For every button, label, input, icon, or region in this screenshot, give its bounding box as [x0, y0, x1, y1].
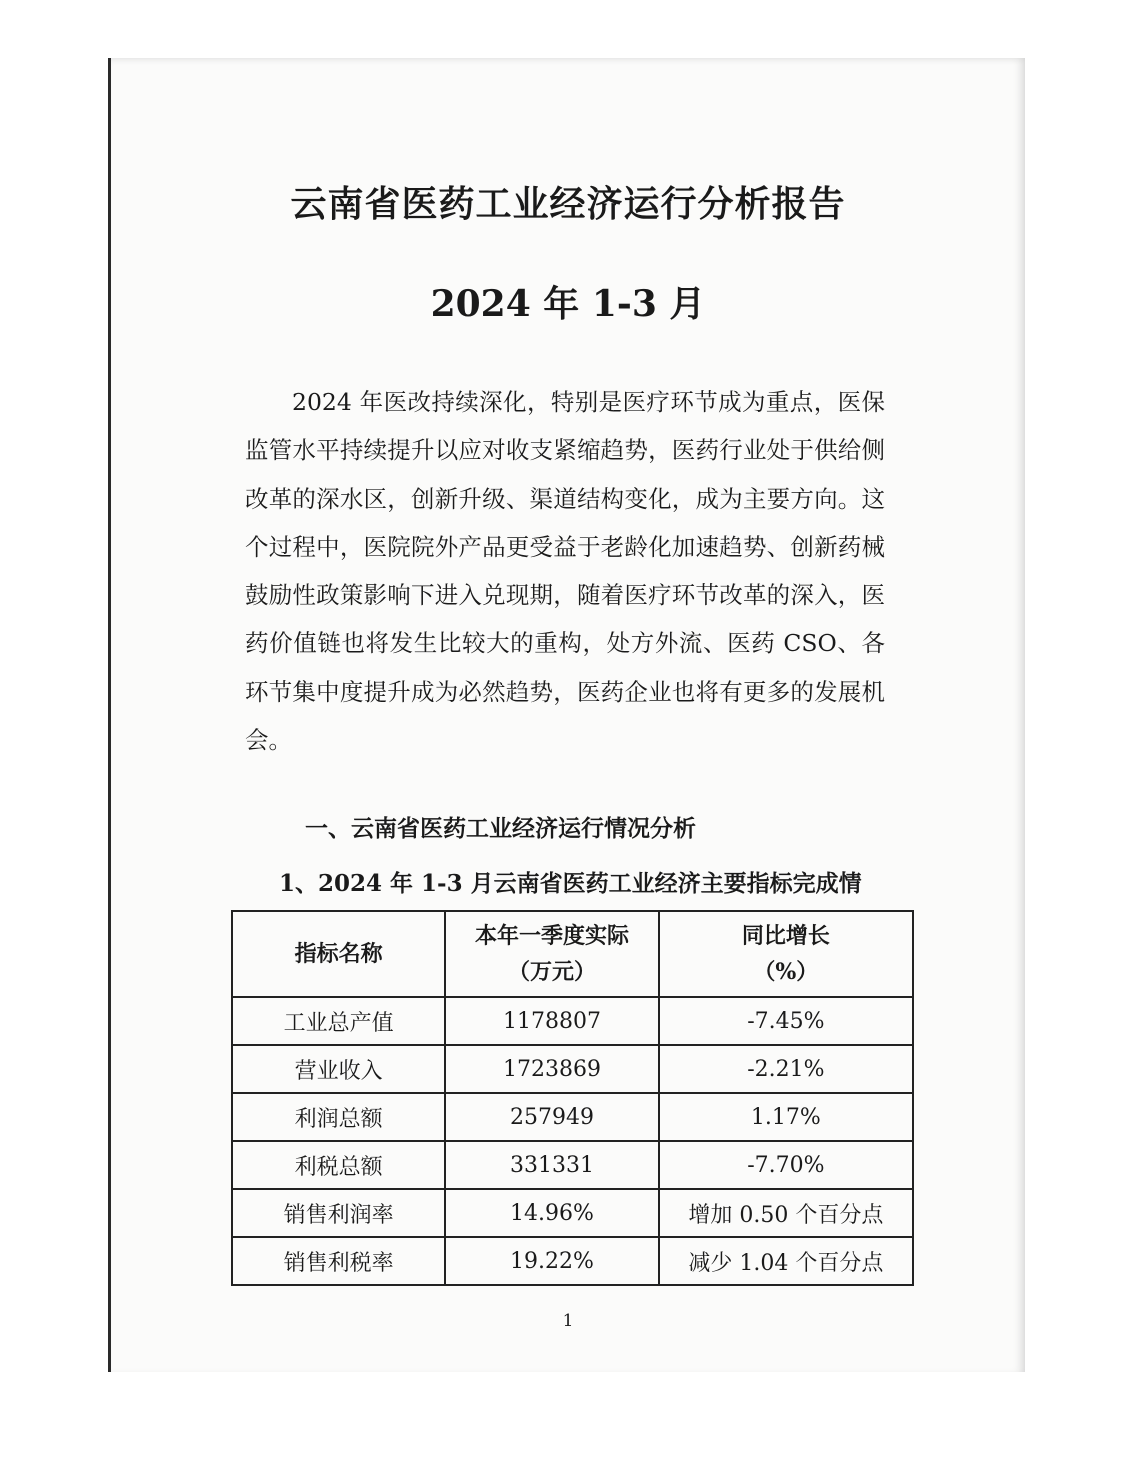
indicator-value: 331331 [445, 1141, 659, 1189]
indicator-value: 1178807 [445, 997, 659, 1045]
table-row [232, 1045, 913, 1093]
section-heading: 一、云南省医药工业经济运行情况分析 [305, 815, 696, 842]
header-growth-line2: （%） [753, 959, 819, 985]
indicator-value: 19.22% [445, 1237, 659, 1285]
indicator-growth: -2.21% [659, 1045, 913, 1093]
indicator-name: 利润总额 [232, 1093, 445, 1141]
document-page [108, 58, 1025, 1372]
page-number: 1 [562, 1311, 574, 1331]
report-title: 云南省医药工业经济运行分析报告 [290, 183, 846, 225]
indicator-name: 销售利税率 [232, 1237, 445, 1285]
table-row [232, 1189, 913, 1237]
table-row [232, 997, 913, 1045]
header-actual-line1: 本年一季度实际 [474, 923, 629, 949]
indicator-value: 257949 [445, 1093, 659, 1141]
report-period: 2024 年 1-3 月 [430, 283, 706, 325]
indicator-growth: -7.45% [659, 997, 913, 1045]
header-indicator-name: 指标名称 [232, 911, 445, 997]
table-row [232, 1093, 913, 1141]
subsection-heading: 1、2024 年 1-3 月云南省医药工业经济主要指标完成情 [279, 870, 862, 897]
indicator-growth: 减少 1.04 个百分点 [659, 1237, 913, 1285]
table-row [232, 1237, 913, 1285]
table-header-row [232, 911, 913, 997]
header-actual-value [445, 911, 659, 997]
header-growth-line1: 同比增长 [741, 923, 830, 949]
indicator-table [231, 910, 914, 1286]
indicator-name: 利税总额 [232, 1141, 445, 1189]
indicator-growth: 增加 0.50 个百分点 [659, 1189, 913, 1237]
intro-paragraph: 2024 年医改持续深化，特别是医疗环节成为重点，医保监管水平持续提升以应对收支紧缩趋势，医药行业处于供给侧改革的深水区，创新升级、渠道结构变化，成为主要方向。这个过程中，医院院外产品更受益于老龄化加速趋势、创新药械鼓励性政策影响下进入兑现期，随着医疗环节改革的深入，医药价值链也将发生比较大的重构，处方外流、医药 CSO、各环节集中度提升成为必然趋势，医药企业也将有更多的发展机会。 [245, 388, 885, 755]
indicator-value: 1723869 [445, 1045, 659, 1093]
header-actual-line2: （万元） [507, 959, 596, 985]
indicator-growth: -7.70% [659, 1141, 913, 1189]
indicator-value: 14.96% [445, 1189, 659, 1237]
header-yoy-growth [659, 911, 913, 997]
indicator-name: 销售利润率 [232, 1189, 445, 1237]
indicator-growth: 1.17% [659, 1093, 913, 1141]
table-row [232, 1141, 913, 1189]
indicator-name: 营业收入 [232, 1045, 445, 1093]
indicator-name: 工业总产值 [232, 997, 445, 1045]
